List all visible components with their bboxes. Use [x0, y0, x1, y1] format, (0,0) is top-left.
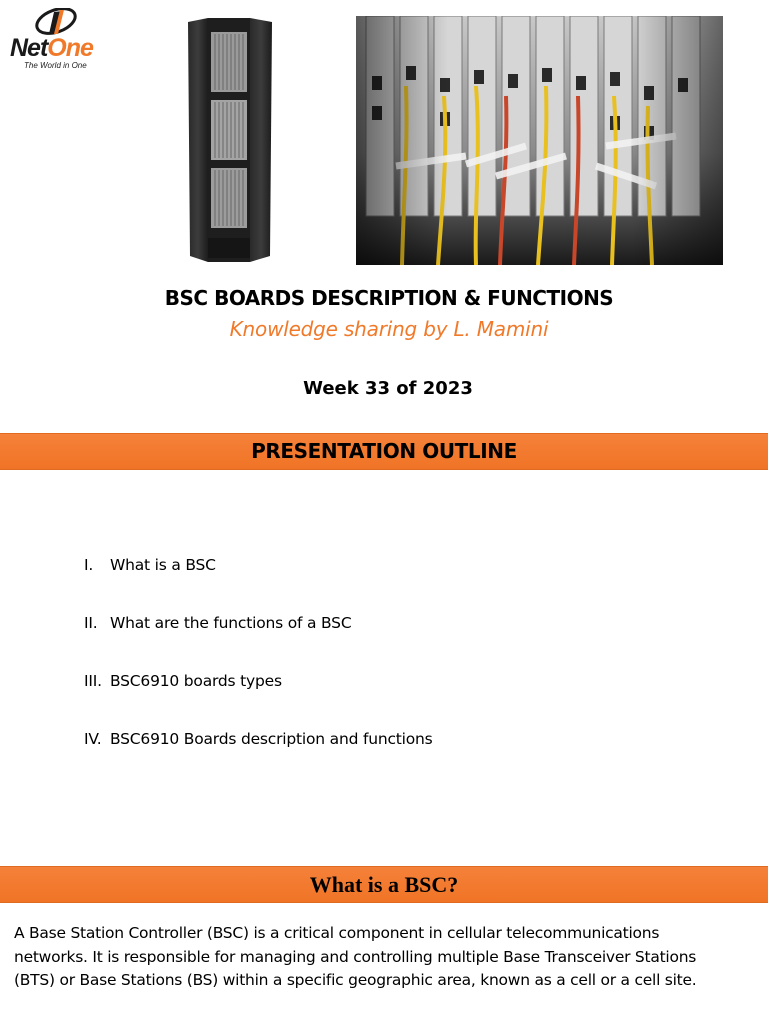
- week-label: Week 33 of 2023: [303, 378, 473, 399]
- list-item-number: III.: [84, 672, 102, 690]
- server-rack-cabinet-image: [186, 18, 274, 262]
- page-title: BSC BOARDS DESCRIPTION & FUNCTIONS: [164, 286, 614, 310]
- logo-one: One: [47, 34, 93, 62]
- section-heading-band: [0, 866, 768, 903]
- section-heading: What is a BSC?: [309, 872, 459, 897]
- outline-heading-band: [0, 433, 768, 470]
- list-item-text: What is a BSC: [110, 556, 216, 574]
- bsc-cabinet-cables-photo: [356, 16, 723, 265]
- section-paragraph: A Base Station Controller (BSC) is a critical component in cellular telecommunications networks. It is responsible for managing and controlling multiple Base Transceiver Stations (BTS) or Base Stations (BS) within a specific geographic area, known as a cell or a cell site.: [14, 924, 697, 989]
- list-item-number: I.: [84, 556, 94, 574]
- list-item-text: BSC6910 boards types: [110, 672, 282, 690]
- page-subtitle: Knowledge sharing by L. Mamini: [229, 317, 549, 341]
- list-item-number: IV.: [84, 730, 102, 748]
- logo-tagline: The World in One: [24, 61, 87, 70]
- list-item-number: II.: [84, 614, 98, 632]
- list-item-text: What are the functions of a BSC: [110, 614, 352, 632]
- logo-wordmark: [10, 34, 93, 63]
- logo-net: Net: [10, 34, 48, 62]
- netone-logo: [8, 8, 108, 72]
- outline-heading: PRESENTATION OUTLINE: [251, 439, 517, 463]
- list-item-text: BSC6910 Boards description and functions: [110, 730, 433, 748]
